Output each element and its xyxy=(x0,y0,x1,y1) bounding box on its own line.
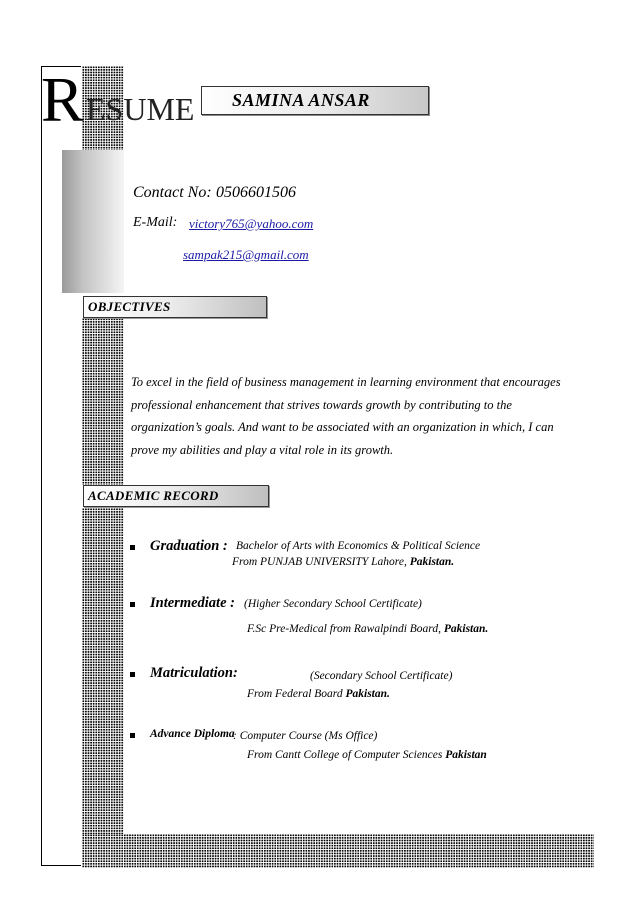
objective-line: To excel in the field of business management in learning environment that encourages xyxy=(131,375,561,389)
academic-item-label: Advance Diploma xyxy=(150,728,235,740)
decorative-gradient-block xyxy=(62,150,124,293)
academic-item-institution: From PUNJAB UNIVERSITY Lahore, Pakistan. xyxy=(232,556,455,568)
phone-value: 0506601506 xyxy=(216,184,296,201)
academic-item-detail: (Secondary School Certificate) xyxy=(310,670,453,682)
resume-title-initial: R xyxy=(41,64,84,135)
decorative-halftone-footer xyxy=(82,834,594,868)
academic-item-detail: Bachelor of Arts with Economics & Political Science xyxy=(236,540,481,552)
academic-heading: ACADEMIC RECORD xyxy=(88,488,219,503)
academic-item-institution: From Federal Board Pakistan. xyxy=(247,688,390,700)
bullet-icon xyxy=(130,602,135,607)
phone-label: Contact No: xyxy=(133,184,212,201)
decorative-halftone-band xyxy=(82,508,124,868)
email-link-primary[interactable]: victory765@yahoo.com xyxy=(189,216,314,231)
academic-item-institution: F.Sc Pre-Medical from Rawalpindi Board, Pakistan. xyxy=(247,623,489,635)
resume-title-rest: ESUME xyxy=(86,91,195,127)
academic-item-label: Matriculation: xyxy=(150,665,238,681)
academic-item-detail: (Higher Secondary School Certificate) xyxy=(244,598,422,610)
bullet-icon xyxy=(130,545,135,550)
email-link-secondary[interactable]: sampak215@gmail.com xyxy=(183,247,309,262)
bullet-icon xyxy=(130,733,135,738)
objectives-heading: OBJECTIVES xyxy=(88,299,171,314)
academic-item-institution: From Cantt College of Computer Sciences Pakistan xyxy=(247,749,487,761)
academic-item-label: Graduation : xyxy=(150,538,228,554)
objective-line: professional enhancement that strives towards growth by contributing to the xyxy=(131,398,512,412)
bullet-icon xyxy=(130,672,135,677)
email-label: E-Mail: xyxy=(133,215,178,230)
objective-line: prove my abilities and play a vital role in its growth. xyxy=(131,443,394,457)
decorative-halftone-band xyxy=(82,318,124,485)
academic-item-label: Intermediate : xyxy=(150,595,235,611)
academic-item-detail: : Computer Course (Ms Office) xyxy=(233,730,378,742)
objective-line: organization’s goals. And want to be associated with an organization in which, I can xyxy=(131,420,554,434)
candidate-name: SAMINA ANSAR xyxy=(232,90,370,110)
